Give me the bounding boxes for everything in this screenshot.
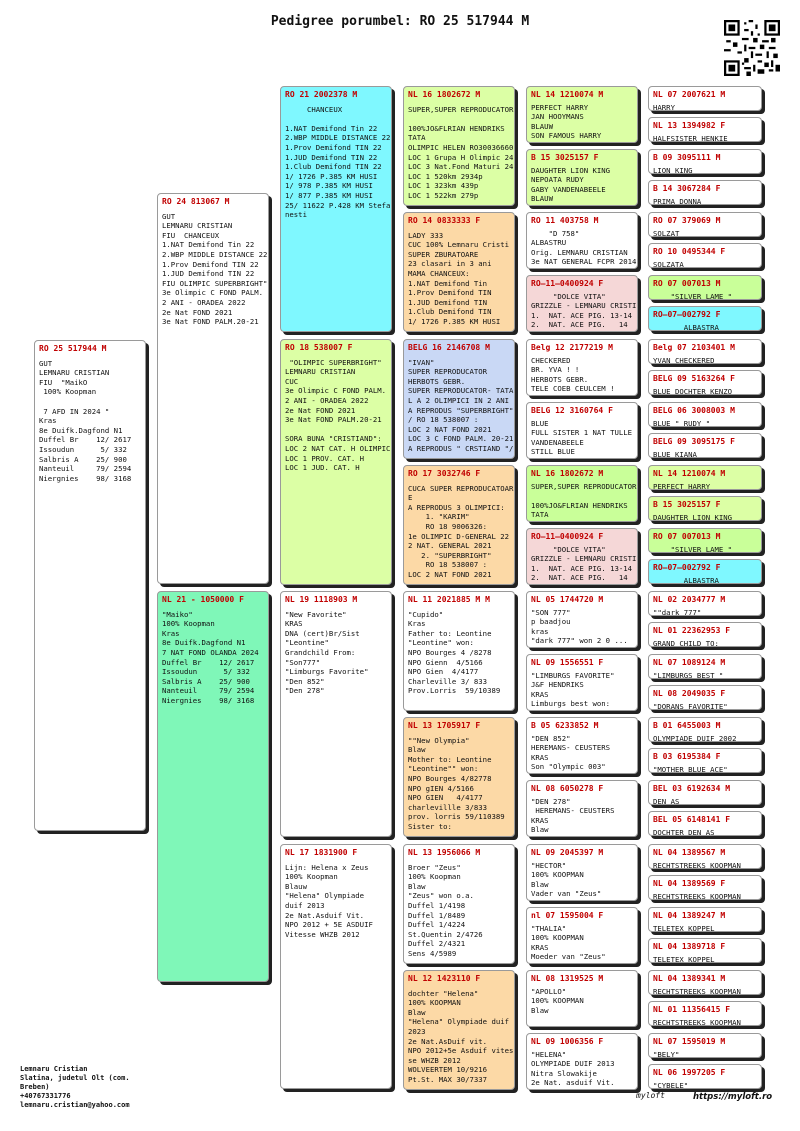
ring-number: NL 12 1423110 F: [408, 974, 481, 983]
pigeon-details: DAUGHTER LION KING NEPOATA RUDY GABY VANDENABEELE BLAUW: [531, 165, 611, 204]
ring-number: BELG 12 3160764 F: [531, 406, 613, 415]
ring-number: B 14 3067284 F: [653, 184, 721, 193]
ring-number: BEL 05 6148141 F: [653, 815, 731, 824]
ancestor-box[interactable]: [526, 275, 638, 332]
ancestor-box[interactable]: [648, 811, 762, 836]
ring-number: RO 11 403758 M: [531, 216, 599, 225]
ring-number: BELG 09 3095175 F: [653, 437, 735, 446]
ring-number: NL 04 1389569 F: [653, 879, 726, 888]
ring-number: B 01 6455003 M: [653, 721, 721, 730]
ring-number: NL 11 2021885 M M: [408, 595, 490, 604]
ring-number: RO 07 379069 M: [653, 216, 721, 225]
qr-code-icon: [724, 20, 780, 76]
ring-number: Belg 12 2177219 M: [531, 343, 613, 352]
ring-number: NL 02 2034777 M: [653, 595, 726, 604]
pigeon-details: SUPER,SUPER REPRODUCATOR 100%JO&FLRIAN HENDRIKS TATA: [531, 481, 637, 520]
pigeon-details: LION KING: [653, 165, 693, 174]
pigeon-details: DOCHTER DEN AS: [653, 827, 715, 836]
ring-number: BELG 09 5163264 F: [653, 374, 735, 383]
ancestor-box[interactable]: [403, 339, 515, 459]
ancestor-box[interactable]: [648, 844, 762, 869]
pigeon-details: "THALIA" 100% KOOPMAN KRAS Moeder van "Zeus": [531, 923, 606, 962]
pigeon-details: "IVAN" SUPER REPRODUCATOR HERBOTS GEBR. SUPER REPRODUCATOR- TATA L A 2 OLIMPICI IN 2 ANI A REPRODUS "SUPERBRIGHT" / RO 18 538007 : LOC 2 NAT FOND 2021 LOC 3 C FOND PALM. 20-21 A REPRODUS " CRSTIAND "/: [408, 357, 514, 453]
ancestor-box[interactable]: [648, 86, 762, 111]
pigeon-details: "MOTHER BLUE ACE": [653, 764, 728, 773]
ring-number: NL 05 1744720 M: [531, 595, 604, 604]
ring-number: B 15 3025157 F: [653, 500, 721, 509]
ring-number: NL 09 1556551 F: [531, 658, 604, 667]
ancestor-box[interactable]: [648, 465, 762, 490]
ring-number: RO 14 0833333 F: [408, 216, 481, 225]
ring-number: B 09 3095111 M: [653, 153, 721, 162]
pigeon-details: BLUE KIANA: [653, 449, 697, 458]
pigeon-details: PERFECT HARRY: [653, 481, 711, 490]
pigeon-details: "LIMBURGS BEST ": [653, 670, 724, 679]
pigeon-details: RECHTSTREEKS KOOPMAN: [653, 860, 741, 869]
ring-number: RO–07–002792 F: [653, 563, 721, 572]
ring-number: RO 10 0495344 F: [653, 247, 726, 256]
owner-contact: Lemnaru Cristian Slatina, judetul Olt (com. Breben) +40767331776 lemnaru.cristian@yahoo.com: [20, 1065, 130, 1109]
page-title: Pedigree porumbel: RO 25 517944 M: [270, 14, 530, 29]
ancestor-box[interactable]: [526, 591, 638, 648]
pigeon-details: GUT LEMNARU CRISTIAN FIU "MaikO 100% Koopman 7 AFD IN 2024 " Kras 8e Duifk.Dagfond N1 Duffel Br 12/ 2617 Issoudun 5/ 332 Salbris A 25/ 900 Nanteuil 79/ 2594 Niergnies 98/ 3168: [39, 358, 132, 483]
pigeon-details: YVAN CHECKERED: [653, 355, 715, 364]
pigeon-details: BLUE " RUDY ": [653, 418, 711, 427]
ring-number: NL 19 1118903 M: [285, 595, 358, 604]
ring-number: RO 21 2002378 M: [285, 90, 358, 99]
ancestor-box[interactable]: [526, 212, 638, 269]
ancestor-box[interactable]: [648, 306, 762, 331]
pigeon-details: CHECKERED BR. YVA ! ! HERBOTS GEBR. TELE COEB CEULCEM !: [531, 355, 615, 394]
ring-number: NL 04 1389341 M: [653, 974, 726, 983]
ancestor-box[interactable]: [648, 1001, 762, 1026]
ring-number: RO–11–0400924 F: [531, 279, 604, 288]
pigeon-details: "SON 777" p baadjou kras "dark 777" won 2 0 ...: [531, 607, 628, 646]
ring-number: NL 09 2045397 M: [531, 848, 604, 857]
ancestor-box[interactable]: [526, 907, 638, 964]
pigeon-details: "SILVER LAME ": [670, 544, 733, 553]
pigeon-details: OLYMPIADE DUIF 2002: [653, 733, 737, 742]
ancestor-box[interactable]: [648, 528, 762, 553]
ancestor-box[interactable]: [526, 1033, 638, 1090]
ancestor-box[interactable]: [648, 654, 762, 679]
ring-number: NL 07 2007621 M: [653, 90, 726, 99]
pigeon-details: RECHTSTREEKS KOOPMAN: [653, 1017, 741, 1026]
ring-number: B 15 3025157 F: [531, 153, 599, 162]
ancestor-box[interactable]: [648, 1033, 762, 1058]
ancestor-box[interactable]: [526, 402, 638, 459]
ring-number: NL 04 1389567 M: [653, 848, 726, 857]
ring-number: nl 07 1595004 F: [531, 911, 604, 920]
ancestor-box[interactable]: [403, 970, 515, 1090]
pigeon-details: "BELY": [653, 1049, 680, 1058]
pigeon-details: CHANCEUX 1.NAT Demifond Tin 22 2.WBP MIDDLE DISTANCE 22 1.Prov Demifond TIN 22 1.JUD Demifond TIN 22 1.Club Demifond TIN 22 1/ 1726 P.385 KM HUSI 1/ 978 P.385 KM HUSI 1/ 877 P.385 KM HUSI 25/ 11622 P.428 KM Stefa nesti: [285, 104, 391, 220]
pigeon-details: LADY 333 CUC 100% Lemnaru Cristi SUPER ZBURATOARE 23 clasari in 3 ani MAMA CHANCEUX: 1.NAT Demifond Tin 1.Prov Demifond TIN 1.JUD Demifond TIN 1.Club Demifond TIN 1/ 1726 P.385 KM HUSI: [408, 230, 510, 326]
ring-number: BEL 03 6192634 M: [653, 784, 731, 793]
ring-number: BELG 16 2146708 M: [408, 343, 490, 352]
pigeon-details: ALBASTRA: [683, 575, 719, 584]
pigeon-details: ""New Olympia" Blaw Mother to: Leontine "Leontine"" won: NPO Bourges 4/82778 NPO gIEN 4/5166 NPO GIEN 4/4177 charlevillle 3/833 prov. lorris 59/110389 Sister to:: [408, 735, 505, 831]
ancestor-box[interactable]: [403, 844, 515, 964]
ring-number: RO 25 517944 M: [39, 344, 107, 353]
ancestor-box[interactable]: [648, 402, 762, 427]
ring-number: NL 13 1956066 M: [408, 848, 481, 857]
pigeon-details: ALBASTRA: [683, 322, 719, 331]
pigeon-details: RECHTSTREEKS KOOPMAN: [653, 986, 741, 995]
ancestor-box[interactable]: [648, 339, 762, 364]
ring-number: NL 09 1006356 F: [531, 1037, 604, 1046]
grandsire-paternal-box[interactable]: [280, 86, 392, 332]
pigeon-details: HALFSISTER HENKIE: [653, 133, 728, 142]
ring-number: RO 24 813067 M: [162, 197, 230, 206]
ancestor-box[interactable]: [526, 780, 638, 837]
ancestor-box[interactable]: [403, 717, 515, 837]
ancestor-box[interactable]: [648, 117, 762, 142]
ring-number: NL 04 1389247 M: [653, 911, 726, 920]
ancestor-box[interactable]: [648, 496, 762, 521]
ancestor-box[interactable]: [526, 844, 638, 901]
pigeon-details: "New Favorite" KRAS DNA (cert)Br/Sist "Leontine" Grandchild From: "Son777" "Limburgs Favorite" "Den 852" "Den 278": [285, 609, 369, 696]
website-link[interactable]: https://myloft.ro: [693, 1092, 773, 1102]
ancestor-box[interactable]: [403, 591, 515, 711]
pigeon-details: RECHTSTREEKS KOOPMAN: [653, 891, 741, 900]
ring-number: NL 04 1389718 F: [653, 942, 726, 951]
ancestor-box[interactable]: [648, 717, 762, 742]
pigeon-details: "DORANS FAVORITE": [653, 701, 728, 710]
ancestor-box[interactable]: [648, 622, 762, 647]
ring-number: NL 06 1997205 F: [653, 1068, 726, 1077]
pigeon-details: Broer "Zeus" 100% Koopman Blaw "Zeus" won o.a. Duffel 1/4198 Duffel 1/8489 Duffel 1/4224 St.Quentin 2/4726 Duffel 2/4321 Sens 4/5989: [408, 862, 483, 958]
ring-number: NL 21 - 1050000 F: [162, 595, 244, 604]
ring-number: NL 01 22362953 F: [653, 626, 731, 635]
ring-number: RO–07–002792 F: [653, 310, 721, 319]
ancestor-box[interactable]: [403, 212, 515, 332]
ancestor-box[interactable]: [648, 970, 762, 995]
pigeon-details: "DOLCE VITA" GRIZZLE - LEMNARU CRISTI 1. NAT. ACE PIG. 13-14 2. NAT. ACE PIG. 14: [531, 544, 637, 583]
ancestor-box[interactable]: [403, 86, 515, 206]
ancestor-box[interactable]: [648, 748, 762, 773]
ancestor-box[interactable]: [648, 212, 762, 237]
pigeon-details: "SILVER LAME ": [670, 291, 733, 300]
pigeon-details: "HELENA" OLYMPIADE DUIF 2013 Nitra Slowakije 2e Nat. asduif Vit.: [531, 1049, 615, 1088]
ancestor-box[interactable]: [648, 370, 762, 395]
pigeon-details: "APOLLO" 100% KOOPMAN Blaw: [531, 986, 584, 1015]
sire-box[interactable]: [157, 193, 269, 584]
pedigree-subject-box[interactable]: [34, 340, 146, 831]
pigeon-details: "LIMBURGS FAVORITE" J&F HENDRIKS KRAS Limburgs best won:: [531, 670, 615, 709]
ancestor-box[interactable]: [648, 591, 762, 616]
ring-number: NL 16 1802672 M: [531, 469, 604, 478]
granddam-maternal-box[interactable]: [280, 844, 392, 1089]
ring-number: Belg 07 2103401 M: [653, 343, 735, 352]
ring-number: B 05 6233852 M: [531, 721, 599, 730]
myloft-logo: myloft: [636, 1091, 665, 1100]
pigeon-details: BLUE FULL SISTER 1 NAT TULLE VANDENABEELE STILL BLUE: [531, 418, 633, 457]
ancestor-box[interactable]: [648, 1064, 762, 1089]
pigeon-details: dochter "Helena" 100% KOOPMAN Blaw "Helena" Olympiade duif 2023 2e Nat.AsDuif vit. NPO 2012+5e Asduif vites se WHZB 2012 WOLVEERTEM 10/9216 Pt.St. MAX 30/7337: [408, 988, 514, 1084]
dam-box[interactable]: [157, 591, 269, 982]
pigeon-details: "CYBELE": [653, 1080, 689, 1089]
pigeon-details: DAUGHTER LION KING: [653, 512, 733, 521]
ancestor-box[interactable]: [526, 654, 638, 711]
pigeon-details: ""dark 777": [653, 607, 702, 616]
ring-number: NL 13 1705917 F: [408, 721, 481, 730]
pigeon-details: "Maiko" 100% Koopman Kras 8e Duifk.Dagfond N1 7 NAT FOND OLANDA 2024 Duffel Br 12/ 2617 Issoudun 5/ 332 Salbris A 25/ 900 Nanteuil 79/ 2594 Niergnies 98/ 3168: [162, 609, 259, 705]
ring-number: NL 08 2049035 F: [653, 689, 726, 698]
ancestor-box[interactable]: [526, 339, 638, 396]
pigeon-details: HARRY: [653, 102, 675, 111]
ancestor-box[interactable]: [526, 970, 638, 1027]
pigeon-details: PERFECT HARRY JAN HOOYMANS BLAUW SON FAMOUS HARRY: [531, 102, 602, 141]
ring-number: NL 16 1802672 M: [408, 90, 481, 99]
ring-number: NL 08 1319525 M: [531, 974, 604, 983]
ring-number: NL 08 6050278 F: [531, 784, 604, 793]
ancestor-box[interactable]: [648, 275, 762, 300]
ancestor-box[interactable]: [526, 528, 638, 585]
ancestor-box[interactable]: [648, 559, 762, 584]
pigeon-details: DEN AS: [653, 796, 680, 805]
pigeon-details: "D 758" ALBASTRU Orig. LEMNARU CRISTIAN 3e NAT GENERAL FCPR 2014: [531, 228, 637, 267]
pigeon-details: TELETEX KOPPEL: [653, 954, 715, 963]
ring-number: RO 17 3032746 F: [408, 469, 481, 478]
pigeon-details: PRIMA DONNA: [653, 196, 702, 205]
ring-number: RO–11–0400924 F: [531, 532, 604, 541]
pigeon-details: "HECTOR" 100% KOOPMAN Blaw Vader van "Zeus": [531, 860, 602, 899]
ring-number: RO 07 007013 M: [653, 532, 721, 541]
ancestor-box[interactable]: [648, 875, 762, 900]
ring-number: RO 07 007013 M: [653, 279, 721, 288]
granddam-paternal-box[interactable]: [280, 339, 392, 585]
ring-number: BELG 06 3008003 M: [653, 406, 735, 415]
ring-number: NL 14 1210074 M: [653, 469, 726, 478]
pigeon-details: "OLIMPIC SUPERBRIGHT" LEMNARU CRISTIAN CUC 3e Olimpic C FOND PALM. 2 ANI - ORADEA 2022 2e Nat FOND 2021 3e Nat FOND PALM.20-21 SORA BUNA "CRISTIAND": LOC 2 NAT CAT. H OLIMPIC LOC 1 PROV. CAT. H LOC 1 JUD. CAT. H: [285, 357, 391, 473]
pigeon-details: Lijn: Helena x Zeus 100% Koopman Blauw "Helena" Olympiade duif 2013 2e Nat.Asduif Vit. NPO 2012 + 5E ASDUIF Vitesse WHZB 2012: [285, 862, 373, 939]
ancestor-box[interactable]: [648, 149, 762, 174]
pigeon-details: "DOLCE VITA" GRIZZLE - LEMNARU CRISTI 1. NAT. ACE PIG. 13-14 2. NAT. ACE PIG. 14: [531, 291, 637, 330]
ring-number: NL 07 1089124 M: [653, 658, 726, 667]
ring-number: NL 17 1831900 F: [285, 848, 358, 857]
ring-number: NL 13 1394982 F: [653, 121, 726, 130]
ancestor-box[interactable]: [526, 465, 638, 522]
ancestor-box[interactable]: [648, 180, 762, 205]
ancestor-box[interactable]: [403, 465, 515, 585]
ancestor-box[interactable]: [526, 717, 638, 774]
ring-number: NL 14 1210074 M: [531, 90, 604, 99]
ancestor-box[interactable]: [526, 86, 638, 143]
pigeon-details: "DEN 852" HEREMANS- CEUSTERS KRAS Son "Olympic 003": [531, 733, 611, 772]
ring-number: B 03 6195384 F: [653, 752, 721, 761]
pigeon-details: GRAND CHILD TO:: [653, 638, 719, 647]
pigeon-details: SUPER,SUPER REPRODUCATOR 100%JO&FLRIAN HENDRIKS TATA OLIMPIC HELEN RO30036660 LOC 1 Grupa H Olimpic 24 LOC 3 Nat.Fond Maturi 24 LOC 1 520km 2934p LOC 1 323km 439p LOC 1 522km 279p: [408, 104, 514, 200]
ancestor-box[interactable]: [648, 243, 762, 268]
ancestor-box[interactable]: [648, 907, 762, 932]
pigeon-details: CUCA SUPER REPRODUCATOAR E A REPRODUS 3 OLIMPICI: 1. "KARIM" RO 18 9006326: 1e OLIMPIC D-GENERAL 22 2 NAT. GENERAL 2021 2. "SUPERBRIGHT" RO 18 538007 : LOC 2 NAT FOND 2021: [408, 483, 514, 579]
ancestor-box[interactable]: [648, 780, 762, 805]
ring-number: NL 07 1595019 M: [653, 1037, 726, 1046]
pigeon-details: SOLZAT: [653, 228, 680, 237]
pigeon-details: "Cupido" Kras Father to: Leontine "Leontine" won: NPO Bourges 4 /8278 NPO Gienn 4/5166 NPO Gien 4/4177 Charleville 3/ 833 Prov.Lorris 59/10389: [408, 609, 501, 696]
ring-number: NL 01 11356415 F: [653, 1005, 731, 1014]
ancestor-box[interactable]: [648, 433, 762, 458]
ancestor-box[interactable]: [648, 685, 762, 710]
pigeon-details: BLUE DOCHTER KENZO: [653, 386, 733, 395]
pigeon-details: "DEN 278" HEREMANS- CEUSTERS KRAS Blaw: [531, 796, 615, 835]
ancestor-box[interactable]: [648, 938, 762, 963]
pigeon-details: SOLZATA: [653, 259, 684, 268]
ring-number: RO 18 538007 F: [285, 343, 353, 352]
pigeon-details: TELETEX KOPPEL: [653, 923, 715, 932]
ancestor-box[interactable]: [526, 149, 638, 206]
pigeon-details: GUT LEMNARU CRISTIAN FIU CHANCEUX 1.NAT Demifond Tin 22 2.WBP MIDDLE DISTANCE 22 1.Prov Demifond TIN 22 1.JUD Demifond TIN 22 FIU OLIMPIC SUPERBRIGHT" 3e Olimpic C FOND PALM. 2 ANI - ORADEA 2022 2e Nat FOND 2021 3e Nat FOND PALM.20-21: [162, 211, 268, 327]
grandsire-maternal-box[interactable]: [280, 591, 392, 837]
